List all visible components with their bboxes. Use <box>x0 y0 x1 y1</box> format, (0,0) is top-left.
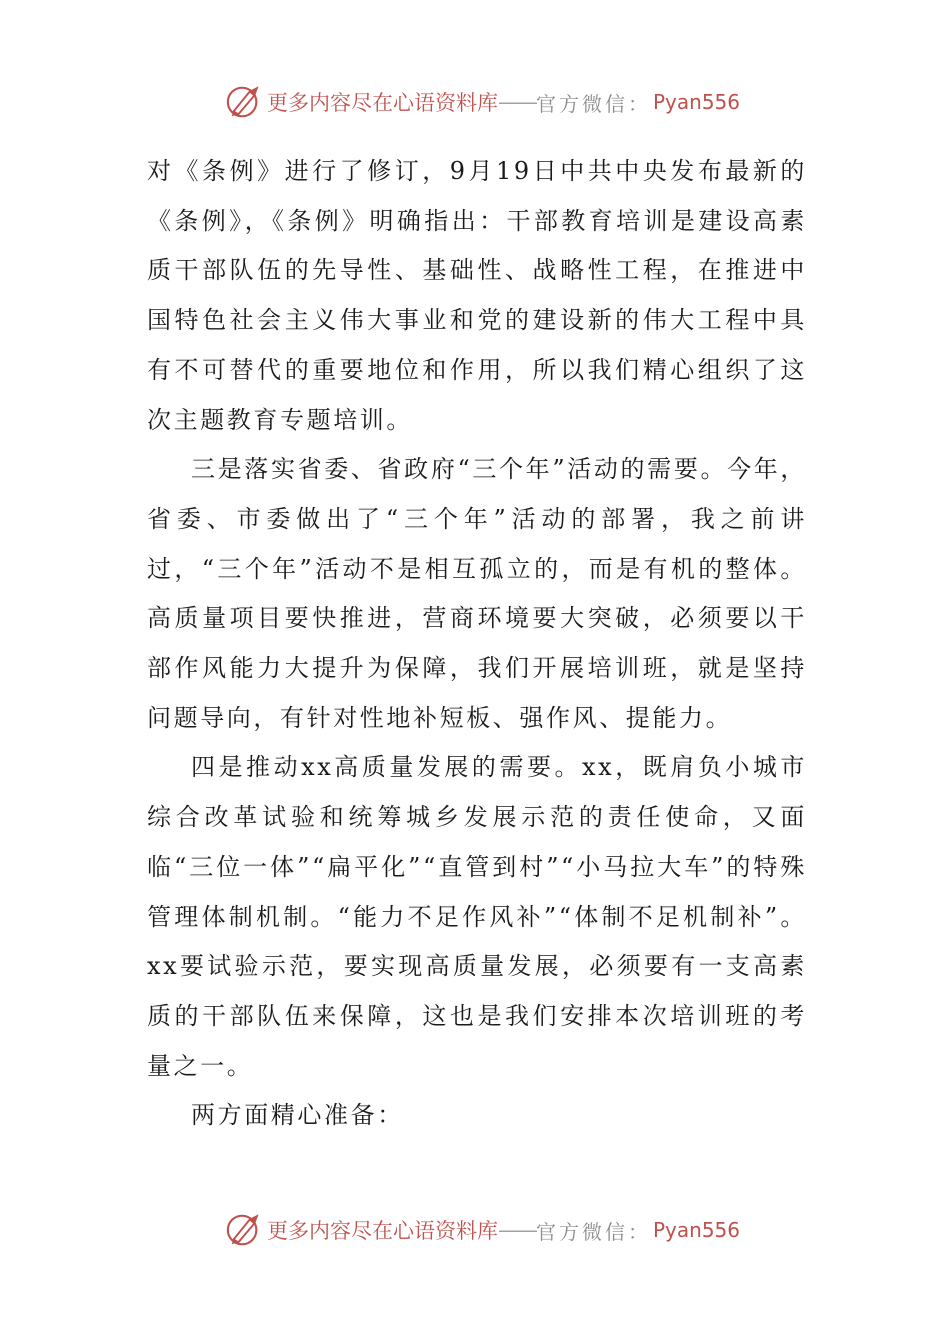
watermark-dash: —— <box>498 90 536 114</box>
pen-nib-circle-icon <box>225 1211 263 1249</box>
watermark-banner-bottom <box>225 1210 740 1250</box>
watermark-dash: —— <box>498 1218 536 1242</box>
pen-nib-circle-icon <box>225 83 263 121</box>
document-body <box>147 147 807 1141</box>
watermark-brand-text: 更多内容尽在心语资料库 <box>267 1219 498 1243</box>
watermark-wechat-label: 官方微信： <box>536 1219 651 1244</box>
watermark-wechat-label: 官方微信： <box>536 91 651 116</box>
watermark-banner-top <box>225 82 740 122</box>
watermark-brand-text: 更多内容尽在心语资料库 <box>267 91 498 115</box>
paragraph-continuation: 对《条例》进行了修订，9月19日中共中央发布最新的《条例》，《条例》明确指出：干部教育培训是建设高素质干部队伍的先导性、基础性、战略性工程，在推进中国特色社会主义伟大事业和党的建设新的伟大工程中具有不可替代的重要地位和作用，所以我们精心组织了这次主题教育专题培训。 <box>147 157 807 434</box>
watermark-wechat-id: Pyan556 <box>653 90 741 114</box>
watermark-wechat-id: Pyan556 <box>653 1218 741 1242</box>
paragraph-preparation-heading: 两方面精心准备： <box>191 1101 404 1130</box>
paragraph-point-three: 三是落实省委、省政府“三个年”活动的需要。今年，省委、市委做出了“三个年”活动的部署，我之前讲过，“三个年”活动不是相互孤立的，而是有机的整体。高质量项目要快推进，营商环境要大突破，必须要以干部作风能力大提升为保障，我们开展培训班，就是坚持问题导向，有针对性地补短板、强作风、提能力。 <box>147 455 807 732</box>
paragraph-point-four: 四是推动xx高质量发展的需要。xx，既肩负小城市综合改革试验和统筹城乡发展示范的责任使命，又面临“三位一体”“扁平化”“直管到村”“小马拉大车”的特殊管理体制机制。“能力不足作风补”“体制不足机制补”。xx要试验示范，要实现高质量发展，必须要有一支高素质的干部队伍来保障，这也是我们安排本次培训班的考量之一。 <box>147 753 807 1080</box>
